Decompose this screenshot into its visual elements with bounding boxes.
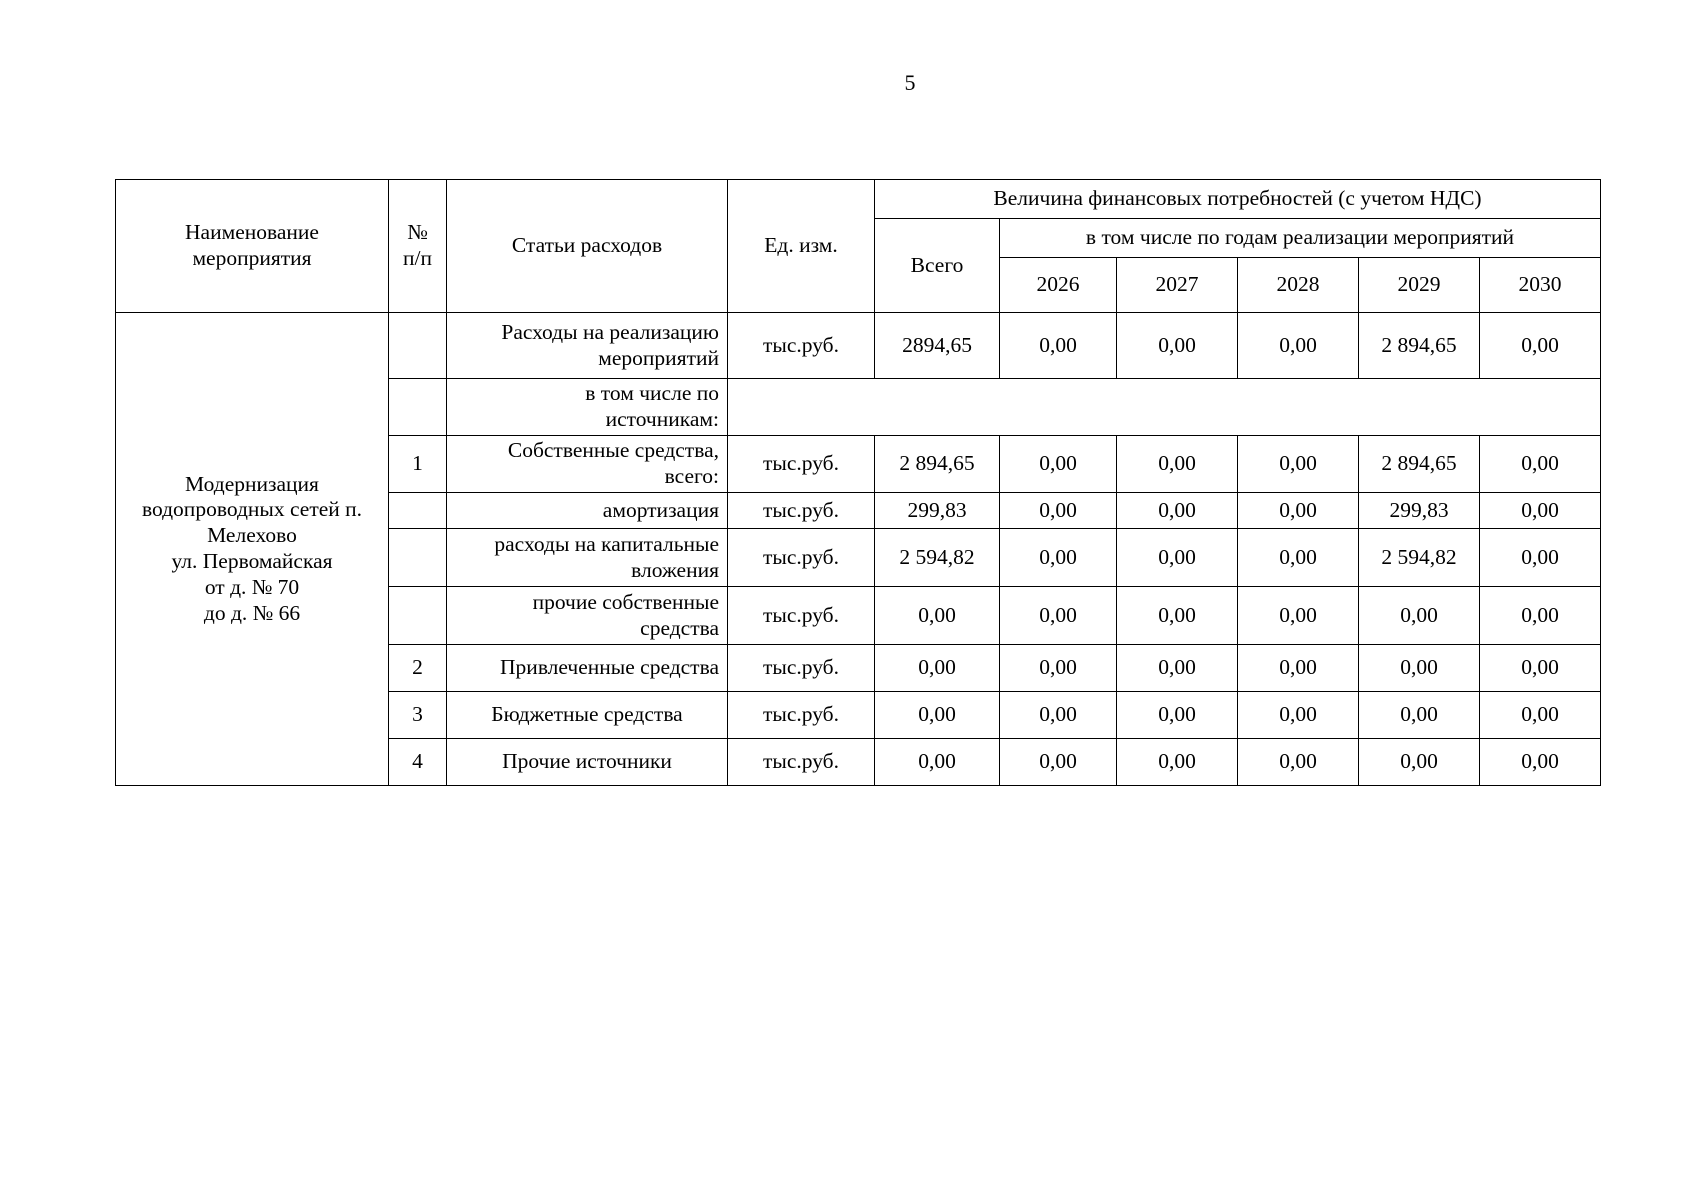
year-cell: 0,00 xyxy=(1238,436,1359,493)
year-cell: 0,00 xyxy=(1238,692,1359,739)
unit-cell: тыс.руб. xyxy=(728,529,875,587)
total-cell: 299,83 xyxy=(875,493,1000,529)
expense-item: расходы на капитальные вложения xyxy=(447,529,728,587)
unit-cell: тыс.руб. xyxy=(728,692,875,739)
year-cell: 0,00 xyxy=(1238,739,1359,786)
year-cell: 2 894,65 xyxy=(1359,313,1480,379)
header-year-2029: 2029 xyxy=(1359,258,1480,313)
total-cell: 0,00 xyxy=(875,645,1000,692)
year-cell: 2 894,65 xyxy=(1359,436,1480,493)
header-financing: Величина финансовых потребностей (с учетом НДС) xyxy=(875,180,1601,219)
year-cell: 0,00 xyxy=(1359,739,1480,786)
total-cell: 0,00 xyxy=(875,739,1000,786)
year-cell: 0,00 xyxy=(1117,313,1238,379)
unit-cell: тыс.руб. xyxy=(728,436,875,493)
row-number: 2 xyxy=(389,645,447,692)
unit-cell: тыс.руб. xyxy=(728,739,875,786)
year-cell: 0,00 xyxy=(1480,436,1601,493)
unit-cell: тыс.руб. xyxy=(728,587,875,645)
expense-item: в том числе по источникам: xyxy=(447,379,728,436)
year-cell: 0,00 xyxy=(1238,529,1359,587)
year-cell: 0,00 xyxy=(1238,645,1359,692)
header-expense-items: Статьи расходов xyxy=(447,180,728,313)
header-unit: Ед. изм. xyxy=(728,180,875,313)
header-year-2028: 2028 xyxy=(1238,258,1359,313)
expense-item: Бюджетные средства xyxy=(447,692,728,739)
financial-needs-table xyxy=(115,179,1601,786)
unit-cell: тыс.руб. xyxy=(728,493,875,529)
row-number xyxy=(389,379,447,436)
year-cell: 299,83 xyxy=(1359,493,1480,529)
expense-item: Прочие источники xyxy=(447,739,728,786)
year-cell: 0,00 xyxy=(1000,436,1117,493)
row-number xyxy=(389,313,447,379)
year-cell: 0,00 xyxy=(1359,692,1480,739)
year-cell: 0,00 xyxy=(1117,529,1238,587)
page-number: 5 xyxy=(904,70,916,95)
header-event-name: Наименование мероприятия xyxy=(116,180,389,313)
row-number xyxy=(389,587,447,645)
year-cell: 0,00 xyxy=(1000,645,1117,692)
empty-merged-cell xyxy=(728,379,1601,436)
total-cell: 0,00 xyxy=(875,692,1000,739)
expense-item: Собственные средства, всего: xyxy=(447,436,728,493)
year-cell: 2 594,82 xyxy=(1359,529,1480,587)
year-cell: 0,00 xyxy=(1480,739,1601,786)
header-year-2026: 2026 xyxy=(1000,258,1117,313)
year-cell: 0,00 xyxy=(1238,493,1359,529)
row-number xyxy=(389,493,447,529)
year-cell: 0,00 xyxy=(1117,645,1238,692)
unit-cell: тыс.руб. xyxy=(728,645,875,692)
total-cell: 0,00 xyxy=(875,587,1000,645)
unit-cell: тыс.руб. xyxy=(728,313,875,379)
year-cell: 0,00 xyxy=(1117,692,1238,739)
year-cell: 0,00 xyxy=(1000,739,1117,786)
year-cell: 0,00 xyxy=(1117,436,1238,493)
header-year-2027: 2027 xyxy=(1117,258,1238,313)
expense-item: прочие собственные средства xyxy=(447,587,728,645)
row-number: 1 xyxy=(389,436,447,493)
row-number: 3 xyxy=(389,692,447,739)
year-cell: 0,00 xyxy=(1000,529,1117,587)
header-by-years: в том числе по годам реализации мероприятий xyxy=(1000,219,1601,258)
year-cell: 0,00 xyxy=(1117,739,1238,786)
year-cell: 0,00 xyxy=(1000,587,1117,645)
year-cell: 0,00 xyxy=(1359,587,1480,645)
header-year-2030: 2030 xyxy=(1480,258,1601,313)
year-cell: 0,00 xyxy=(1000,313,1117,379)
year-cell: 0,00 xyxy=(1480,313,1601,379)
total-cell: 2 894,65 xyxy=(875,436,1000,493)
year-cell: 0,00 xyxy=(1480,645,1601,692)
year-cell: 0,00 xyxy=(1117,587,1238,645)
total-cell: 2 594,82 xyxy=(875,529,1000,587)
year-cell: 0,00 xyxy=(1480,493,1601,529)
header-total: Всего xyxy=(875,219,1000,313)
year-cell: 0,00 xyxy=(1238,587,1359,645)
year-cell: 0,00 xyxy=(1238,313,1359,379)
header-number: № п/п xyxy=(389,180,447,313)
row-number xyxy=(389,529,447,587)
expense-item: Расходы на реализацию мероприятий xyxy=(447,313,728,379)
year-cell: 0,00 xyxy=(1000,493,1117,529)
table-row xyxy=(116,313,1601,379)
year-cell: 0,00 xyxy=(1000,692,1117,739)
year-cell: 0,00 xyxy=(1480,587,1601,645)
total-cell: 2894,65 xyxy=(875,313,1000,379)
expense-item: Привлеченные средства xyxy=(447,645,728,692)
year-cell: 0,00 xyxy=(1480,529,1601,587)
year-cell: 0,00 xyxy=(1117,493,1238,529)
year-cell: 0,00 xyxy=(1480,692,1601,739)
row-number: 4 xyxy=(389,739,447,786)
year-cell: 0,00 xyxy=(1359,645,1480,692)
event-name-cell: Модернизация водопроводных сетей п. Мелехово ул. Первомайская от д. № 70 до д. № 66 xyxy=(116,313,389,786)
expense-item: амортизация xyxy=(447,493,728,529)
